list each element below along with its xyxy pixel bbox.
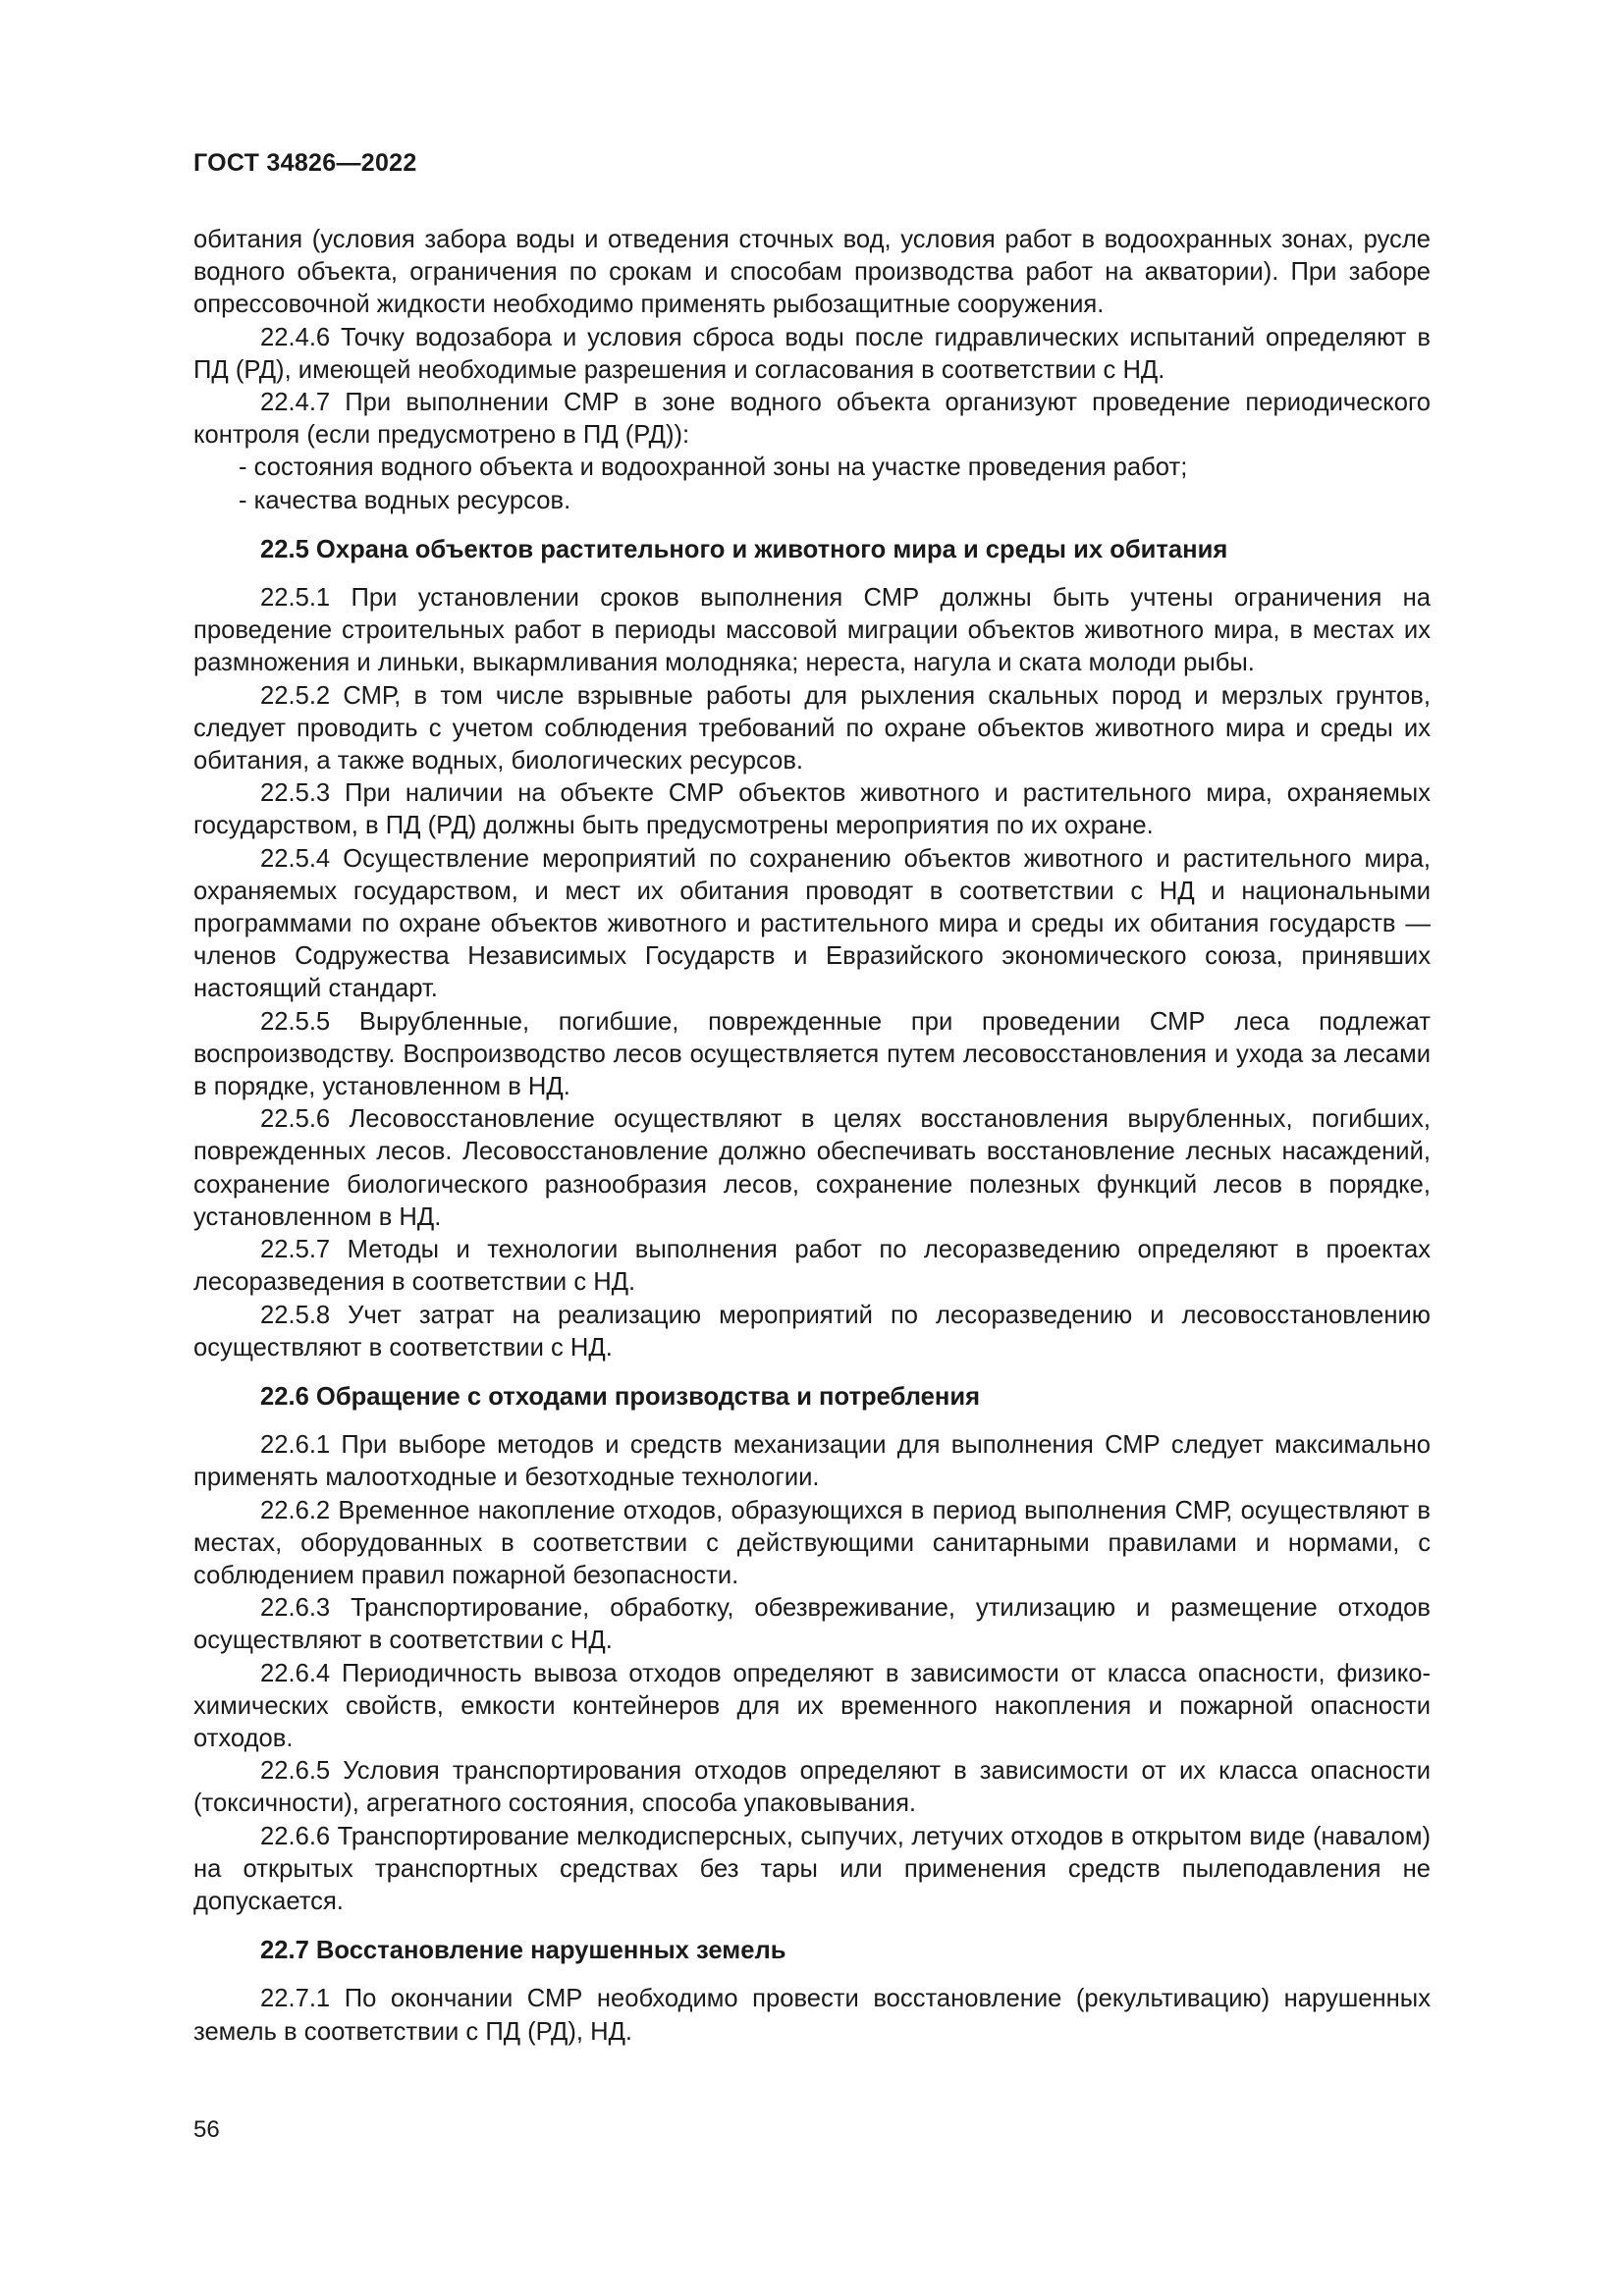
paragraph-22-4-7: 22.4.7 При выполнении СМР в зоне водного объекта организуют проведение периодического контроля (если предусмотрено в ПД (РД)): <box>193 389 1431 450</box>
paragraph-22-5-7: 22.5.7 Методы и технологии выполнения работ по лесоразведению определяют в проектах лесоразведения в соответствии с НД. <box>193 1236 1431 1297</box>
section-heading-22-7: 22.7 Восстановление нарушенных земель <box>260 1937 786 1965</box>
section-heading-22-6: 22.6 Обращение с отходами производства и потребления <box>260 1382 981 1411</box>
paragraph-22-6-4: 22.6.4 Периодичность вывоза отходов определяют в зависимости от класса опасности, физико-химических свойств, емкости контейнеров для их временного накопления и пожарной опасности отходов. <box>193 1659 1431 1752</box>
list-item: - состояния водного объекта и водоохранной зоны на участке проведения работ; <box>239 454 1188 482</box>
continuation-paragraph: обитания (условия забора воды и отведения сточных вод, условия работ в водоохранных зонах, русле водного объекта, ограничения по срокам и способам производства работ на акватории). При заборе опрессовочной жидкости необходимо применять рыбозащитные сооружения. <box>193 226 1431 319</box>
document-header: ГОСТ 34826—2022 <box>193 149 417 177</box>
paragraph-22-5-8: 22.5.8 Учет затрат на реализацию мероприятий по лесоразведению и лесовосстановлению осуществляют в соответствии с НД. <box>193 1301 1431 1362</box>
paragraph-22-5-4: 22.5.4 Осуществление мероприятий по сохранению объектов животного и растительного мира, охраняемых государством, и мест их обитания проводят в соответствии с НД и национальными программами по охране объектов животного и растительного мира и среды их обитания государств — членов Содружества Независимых Государств и Евразийского экономического союза, принявших настоящий стандарт. <box>193 844 1431 1003</box>
page-number: 56 <box>193 2116 220 2143</box>
paragraph-22-5-3: 22.5.3 При наличии на объекте СМР объектов животного и растительного мира, охраняемых государством, в ПД (РД) должны быть предусмотрены мероприятия по их охране. <box>193 779 1431 840</box>
paragraph-22-5-5: 22.5.5 Вырубленные, погибшие, поврежденные при проведении СМР леса подлежат воспроизводству. Воспроизводство лесов осуществляется путем лесовосстановления и ухода за лесами в порядке, установленном в НД. <box>193 1007 1431 1101</box>
paragraph-22-6-1: 22.6.1 При выборе методов и средств механизации для выполнения СМР следует максимально применять малоотходные и безотходные технологии. <box>193 1431 1431 1492</box>
paragraph-22-6-5: 22.6.5 Условия транспортирования отходов определяют в зависимости от их класса опасности (токсичности), агрегатного состояния, способа упаковывания. <box>193 1757 1431 1818</box>
paragraph-22-4-6: 22.4.6 Точку водозабора и условия сброса воды после гидравлических испытаний определяют в ПД (РД), имеющей необходимые разрешения и согласования в соответствии с НД. <box>193 323 1431 384</box>
paragraph-22-6-3: 22.6.3 Транспортирование, обработку, обезвреживание, утилизацию и размещение отходов осуществляют в соответствии с НД. <box>193 1594 1431 1655</box>
paragraph-22-6-2: 22.6.2 Временное накопление отходов, образующихся в период выполнения СМР, осуществляют в местах, оборудованных в соответствии с действующими санитарными правилами и нормами, с соблюдением правил пожарной безопасности. <box>193 1496 1431 1589</box>
document-body <box>193 224 1431 2049</box>
paragraph-22-7-1: 22.7.1 По окончании СМР необходимо провести восстановление (рекультивацию) нарушенных земель в соответствии с ПД (РД), НД. <box>193 1985 1431 2046</box>
paragraph-22-6-6: 22.6.6 Транспортирование мелкодисперсных, сыпучих, летучих отходов в открытом виде (навалом) на открытых транспортных средствах без тары или применения средств пылеподавления не допускается. <box>193 1822 1431 1915</box>
section-heading-22-5: 22.5 Охрана объектов растительного и животного мира и среды их обитания <box>260 535 1228 563</box>
paragraph-22-5-2: 22.5.2 СМР, в том числе взрывные работы для рыхления скальных пород и мерзлых грунтов, следует проводить с учетом соблюдения требований по охране объектов животного мира и среды их обитания, а также водных, биологических ресурсов. <box>193 681 1431 775</box>
paragraph-22-5-1: 22.5.1 При установлении сроков выполнения СМР должны быть учтены ограничения на проведение строительных работ в периоды массовой миграции объектов животного мира, в местах их размножения и линьки, выкармливания молодняка; нереста, нагула и ската молоди рыбы. <box>193 584 1431 677</box>
list-item: - качества водных ресурсов. <box>239 486 571 514</box>
paragraph-22-5-6: 22.5.6 Лесовосстановление осуществляют в целях восстановления вырубленных, погибших, поврежденных лесов. Лесовосстановление должно обеспечивать восстановление лесных насаждений, сохранение биологического разнообразия лесов, сохранение полезных функций лесов в порядке, установленном в НД. <box>193 1105 1431 1231</box>
